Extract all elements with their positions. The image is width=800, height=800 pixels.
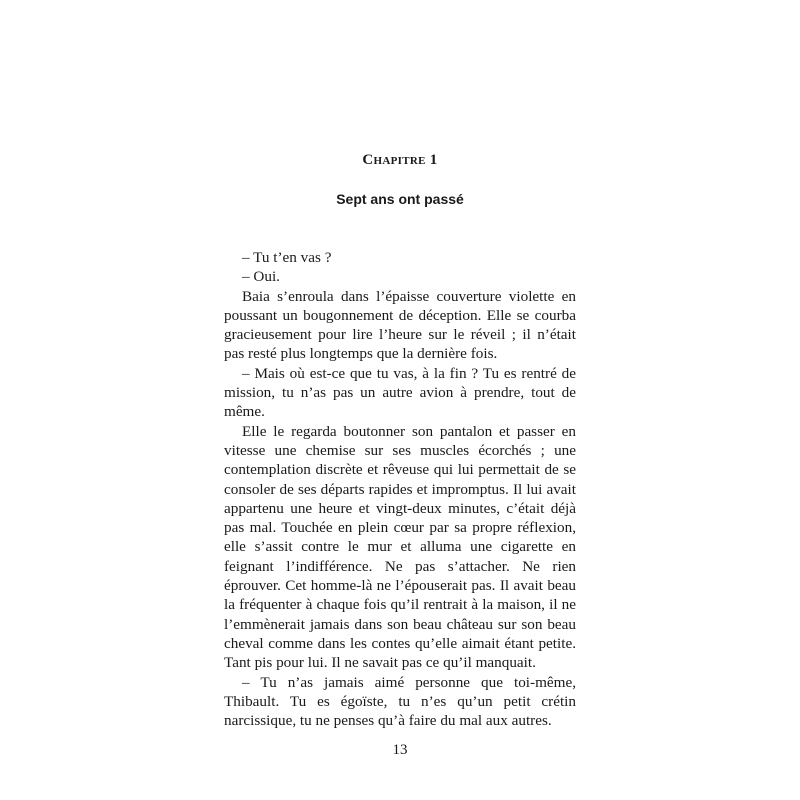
chapter-title: Sept ans ont passé: [336, 191, 464, 207]
paragraph: – Mais où est-ce que tu vas, à la fin ? Tu es rentré de mission, tu n’as pas un autre avion à prendre, tout de même.: [224, 364, 576, 421]
paragraph: – Oui.: [242, 268, 280, 286]
paragraph: – Tu t’en vas ?: [242, 249, 332, 266]
chapter-label: Chapitre 1: [362, 152, 438, 168]
body-text: [224, 248, 576, 730]
paragraph: Baia s’enroula dans l’épaisse couverture violette en poussant un bougonnement de déception. Elle se courba gracieusement pour lire l’heure sur le réveil ; il n’était pas resté plus longtemps que la dernière fois.: [224, 287, 576, 363]
page-number: 13: [392, 742, 408, 758]
paragraph: – Tu n’as jamais aimé personne que toi-même, Thibault. Tu es égoïste, tu n’es qu’un petit crétin narcissique, tu ne penses qu’à faire du mal aux autres.: [224, 673, 576, 730]
paragraph: Elle le regarda boutonner son pantalon et passer en vitesse une chemise sur ses muscles écorchés ; une contemplation discrète et rêveuse qui lui permettait de se consoler de ses départs rapides et impromptus. Il lui avait appartenu une heure et vingt-deux minutes, c’était déjà pas mal. Touchée en plein cœur par sa propre réflexion, elle s’assit contre le mur et alluma une cigarette en feignant l’indifférence. Ne pas s’attacher. Ne rien éprouver. Cet homme-là ne l’épouserait pas. Il avait beau la fréquenter à chaque fois qu’il rentrait à la maison, il ne l’emmènerait jamais dans son beau château sur son beau cheval comme dans les contes qu’elle aimait étant petite. Tant pis pour lui. Il ne savait pas ce qu’il manquait.: [224, 422, 576, 672]
